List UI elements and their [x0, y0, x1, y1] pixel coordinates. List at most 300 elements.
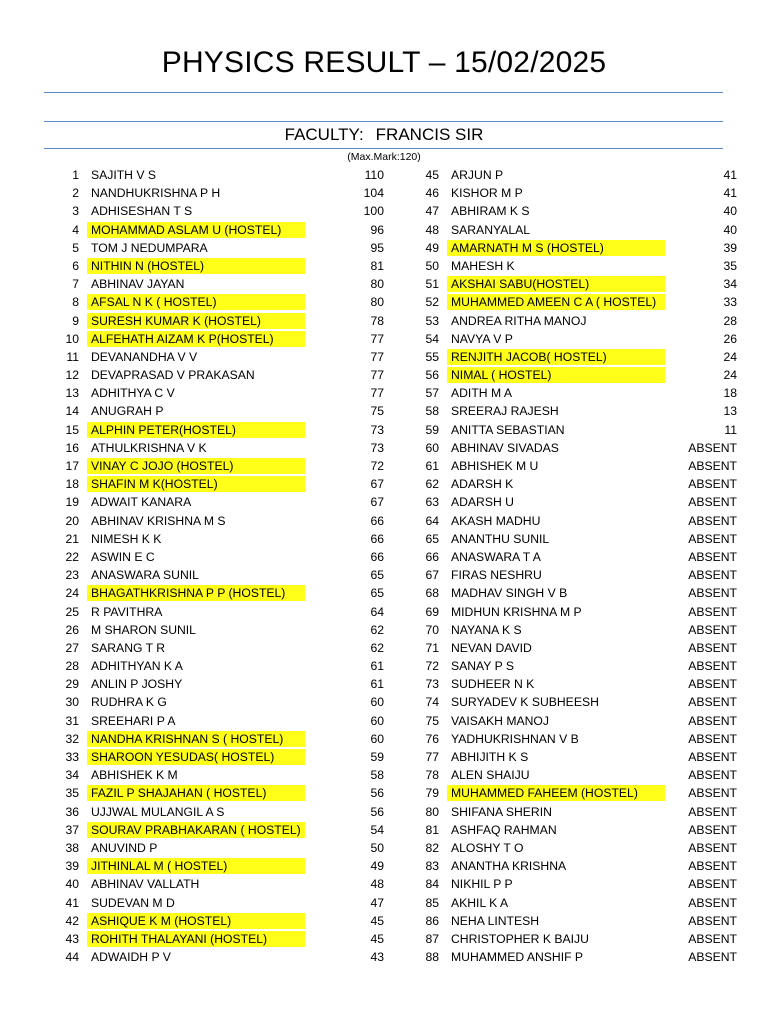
serial-number: 40	[65, 877, 79, 892]
result-row	[44, 894, 394, 912]
student-name: SUDHEER N K	[451, 677, 535, 692]
student-name-highlighted: MUHAMMED AMEEN C A ( HOSTEL)	[447, 294, 665, 310]
result-row	[404, 275, 754, 293]
student-mark: ABSENT	[688, 877, 737, 892]
student-name: ABHINAV JAYAN	[91, 277, 185, 292]
student-mark: 39	[723, 240, 737, 255]
student-name-highlighted: BHAGATHKRISHNA P P (HOSTEL)	[87, 585, 305, 601]
serial-number: 6	[72, 258, 79, 273]
result-row	[404, 621, 754, 639]
student-mark: 49	[370, 859, 384, 874]
student-name-highlighted: AKSHAI SABU(HOSTEL)	[447, 276, 665, 292]
student-mark: 67	[370, 495, 384, 510]
student-mark: 48	[370, 877, 384, 892]
student-name-highlighted: NITHIN N (HOSTEL)	[87, 258, 305, 274]
student-name: SHIFANA SHERIN	[451, 804, 552, 819]
result-row	[44, 730, 394, 748]
student-mark: ABSENT	[688, 531, 737, 546]
student-name: VAISAKH MANOJ	[451, 713, 549, 728]
serial-number: 64	[425, 513, 439, 528]
result-row	[44, 202, 394, 220]
result-row	[404, 875, 754, 893]
serial-number: 28	[65, 659, 79, 674]
serial-number: 9	[72, 313, 79, 328]
student-name-highlighted: SOURAV PRABHAKARAN ( HOSTEL)	[87, 822, 305, 838]
student-mark: 61	[370, 659, 384, 674]
student-mark: 56	[370, 804, 384, 819]
result-row	[404, 930, 754, 948]
result-row	[44, 857, 394, 875]
student-name-highlighted: ALFEHATH AIZAM K P(HOSTEL)	[87, 331, 305, 347]
student-mark: 81	[370, 258, 384, 273]
serial-number: 79	[425, 786, 439, 801]
serial-number: 60	[425, 440, 439, 455]
student-name: ASHFAQ RAHMAN	[451, 822, 557, 837]
serial-number: 70	[425, 622, 439, 637]
student-name: ADWAIT KANARA	[91, 495, 192, 510]
student-name: ANANTHU SUNIL	[451, 531, 550, 546]
student-name: ABHIRAM K S	[451, 204, 530, 219]
serial-number: 29	[65, 677, 79, 692]
serial-number: 21	[65, 531, 79, 546]
result-row	[44, 312, 394, 330]
result-row	[404, 894, 754, 912]
student-mark: 58	[370, 768, 384, 783]
serial-number: 75	[425, 713, 439, 728]
student-name: ANUGRAH P	[91, 404, 164, 419]
student-name: ALEN SHAIJU	[451, 768, 530, 783]
result-row	[44, 839, 394, 857]
student-mark: 40	[723, 222, 737, 237]
student-name: SAJITH V S	[91, 168, 157, 182]
faculty-line	[0, 125, 768, 145]
serial-number: 44	[65, 950, 79, 965]
student-mark: ABSENT	[688, 804, 737, 819]
serial-number: 17	[65, 459, 79, 473]
serial-number: 55	[425, 349, 439, 364]
student-mark: ABSENT	[688, 713, 737, 728]
divider	[44, 148, 723, 149]
result-row	[44, 457, 394, 475]
student-name: NIKHIL P P	[451, 877, 513, 892]
result-row	[404, 457, 754, 475]
student-name-highlighted: SURESH KUMAR K (HOSTEL)	[87, 313, 305, 329]
serial-number: 41	[65, 895, 79, 910]
serial-number: 25	[65, 604, 79, 619]
student-name: NAYANA K S	[451, 622, 522, 637]
serial-number: 82	[425, 840, 439, 855]
serial-number: 31	[65, 713, 79, 728]
serial-number: 1	[72, 168, 79, 182]
student-mark: 80	[370, 277, 384, 292]
student-mark: 95	[370, 240, 384, 255]
student-mark: 62	[370, 622, 384, 637]
result-row	[404, 202, 754, 220]
student-mark: 96	[370, 222, 384, 237]
student-name: UJJWAL MULANGIL A S	[91, 804, 225, 819]
serial-number: 87	[425, 931, 439, 946]
serial-number: 88	[425, 950, 439, 965]
serial-number: 3	[72, 204, 79, 219]
student-name: SARANG T R	[91, 640, 166, 655]
serial-number: 72	[425, 659, 439, 674]
student-name: RUDHRA K G	[91, 695, 167, 710]
result-row	[44, 257, 394, 275]
result-row	[44, 784, 394, 802]
student-mark: 11	[724, 422, 737, 437]
result-row	[44, 421, 394, 439]
serial-number: 39	[65, 859, 79, 874]
student-mark: 60	[370, 713, 384, 728]
serial-number: 84	[425, 877, 439, 892]
student-mark: ABSENT	[688, 768, 737, 783]
student-mark: ABSENT	[688, 931, 737, 946]
serial-number: 78	[425, 768, 439, 783]
result-row	[404, 584, 754, 602]
student-name: NIMESH K K	[91, 531, 162, 546]
serial-number: 10	[65, 331, 79, 346]
serial-number: 58	[425, 404, 439, 419]
student-name-highlighted: MUHAMMED FAHEEM (HOSTEL)	[447, 785, 665, 801]
student-name: TOM J NEDUMPARA	[91, 240, 208, 255]
student-mark: 45	[370, 913, 384, 928]
serial-number: 14	[65, 404, 79, 419]
serial-number: 48	[425, 222, 439, 237]
student-mark: ABSENT	[688, 604, 737, 619]
student-name: ADHITHYA C V	[91, 386, 175, 401]
serial-number: 37	[65, 822, 79, 837]
result-row	[44, 512, 394, 530]
student-mark: 60	[370, 695, 384, 710]
student-name: DEVANANDHA V V	[91, 349, 198, 364]
student-name: ADWAIDH P V	[91, 950, 171, 965]
student-mark: ABSENT	[688, 731, 737, 746]
student-name: SREEHARI P A	[91, 713, 176, 728]
student-name: ANDREA RITHA MANOJ	[451, 313, 587, 328]
student-mark: ABSENT	[688, 695, 737, 710]
result-row	[44, 657, 394, 675]
serial-number: 66	[425, 549, 439, 564]
student-mark: 45	[370, 931, 384, 946]
student-mark: ABSENT	[688, 822, 737, 837]
result-row	[404, 239, 754, 257]
student-name: ABHIJITH K S	[451, 750, 529, 764]
result-row	[44, 712, 394, 730]
result-row	[44, 912, 394, 930]
student-mark: 77	[370, 349, 384, 364]
result-row	[404, 948, 754, 966]
result-row	[44, 184, 394, 202]
result-row	[404, 784, 754, 802]
result-row	[404, 330, 754, 348]
student-mark: 110	[364, 168, 384, 182]
student-name: ABHINAV KRISHNA M S	[91, 513, 226, 528]
student-name: R PAVITHRA	[91, 604, 163, 619]
student-mark: ABSENT	[688, 659, 737, 674]
student-name: ABHISHEK K M	[91, 768, 178, 783]
result-row	[404, 603, 754, 621]
result-row	[404, 293, 754, 311]
student-mark: ABSENT	[688, 677, 737, 692]
student-mark: 35	[723, 258, 737, 273]
student-name: SREERAJ RAJESH	[451, 404, 559, 419]
serial-number: 35	[65, 786, 79, 801]
serial-number: 42	[65, 913, 79, 928]
student-name: ATHULKRISHNA V K	[91, 440, 207, 455]
student-mark: ABSENT	[688, 459, 737, 473]
student-mark: 77	[370, 331, 384, 346]
result-row	[404, 184, 754, 202]
result-row	[44, 621, 394, 639]
result-row	[44, 748, 394, 766]
result-row	[44, 384, 394, 402]
student-name: ANLIN P JOSHY	[91, 677, 183, 692]
result-row	[404, 803, 754, 821]
result-row	[404, 312, 754, 330]
student-mark: 34	[723, 277, 737, 292]
page-title: PHYSICS RESULT – 15/02/2025	[161, 46, 607, 79]
faculty-label: FACULTY:	[284, 125, 364, 144]
student-mark: 73	[370, 440, 384, 455]
result-row	[404, 221, 754, 239]
result-row	[44, 221, 394, 239]
serial-number: 22	[65, 549, 79, 564]
student-name: FIRAS NESHRU	[451, 568, 542, 583]
serial-number: 51	[425, 277, 439, 292]
result-row	[404, 384, 754, 402]
student-name: SARANYALAL	[451, 222, 531, 237]
student-name: NEHA LINTESH	[451, 913, 540, 928]
result-row	[404, 257, 754, 275]
max-mark-note: (Max.Mark:120)	[347, 151, 421, 163]
student-name: MADHAV SINGH V B	[451, 586, 568, 601]
serial-number: 53	[425, 313, 439, 328]
student-mark: ABSENT	[688, 786, 737, 801]
serial-number: 71	[425, 640, 439, 655]
student-name: NANDHUKRISHNA P H	[91, 186, 221, 201]
serial-number: 7	[72, 277, 79, 292]
student-name-highlighted: NIMAL ( HOSTEL)	[447, 367, 665, 383]
student-mark: 100	[363, 204, 384, 219]
student-name: SUDEVAN M D	[91, 895, 175, 910]
serial-number: 18	[65, 477, 79, 492]
result-row	[44, 930, 394, 948]
student-mark: 43	[370, 950, 384, 965]
serial-number: 62	[425, 477, 439, 492]
student-name: YADHUKRISHNAN V B	[451, 731, 579, 746]
student-mark: 77	[370, 368, 384, 383]
student-name: ANITTA SEBASTIAN	[451, 422, 565, 437]
student-mark: 66	[370, 513, 384, 528]
result-row	[44, 766, 394, 784]
result-row	[404, 693, 754, 711]
serial-number: 5	[72, 240, 79, 255]
serial-number: 54	[425, 331, 439, 346]
divider	[44, 121, 723, 122]
student-name: NEVAN DAVID	[451, 640, 532, 655]
result-row	[404, 530, 754, 548]
student-name-highlighted: ASHIQUE K M (HOSTEL)	[87, 913, 305, 929]
result-row	[44, 948, 394, 966]
result-row	[44, 239, 394, 257]
result-row	[404, 857, 754, 875]
student-mark: ABSENT	[688, 859, 737, 874]
result-row	[44, 475, 394, 493]
result-row	[404, 821, 754, 839]
serial-number: 34	[65, 768, 79, 783]
student-name: ADARSH K	[451, 477, 514, 492]
result-row	[44, 821, 394, 839]
result-row	[404, 748, 754, 766]
serial-number: 80	[425, 804, 439, 819]
student-name: KISHOR M P	[451, 186, 523, 201]
student-name: ADITH M A	[451, 386, 512, 401]
result-row	[44, 275, 394, 293]
serial-number: 81	[425, 822, 439, 837]
result-row	[404, 912, 754, 930]
student-mark: 50	[370, 840, 384, 855]
student-mark: 75	[370, 404, 384, 419]
serial-number: 30	[65, 695, 79, 710]
student-mark: ABSENT	[688, 913, 737, 928]
student-name-highlighted: SHAFIN M K(HOSTEL)	[87, 476, 305, 492]
result-row	[44, 693, 394, 711]
student-mark: 77	[370, 386, 384, 401]
result-row	[404, 839, 754, 857]
student-mark: 26	[723, 331, 737, 346]
serial-number: 33	[65, 750, 79, 764]
serial-number: 11	[66, 349, 79, 364]
result-row	[404, 402, 754, 420]
serial-number: 77	[425, 750, 439, 764]
serial-number: 19	[65, 495, 79, 510]
student-name-highlighted: AMARNATH M S (HOSTEL)	[447, 240, 665, 256]
student-mark: 13	[723, 404, 737, 419]
student-mark: ABSENT	[688, 513, 737, 528]
student-name: ADARSH U	[451, 495, 514, 510]
serial-number: 4	[72, 222, 79, 237]
result-row	[404, 421, 754, 439]
serial-number: 59	[425, 422, 439, 437]
result-row	[404, 493, 754, 511]
student-name: ANASWARA T A	[451, 549, 541, 564]
student-mark: 66	[370, 549, 384, 564]
result-row	[404, 639, 754, 657]
student-mark: 28	[723, 313, 737, 328]
student-mark: ABSENT	[688, 950, 737, 965]
result-row	[44, 584, 394, 602]
serial-number: 50	[425, 258, 439, 273]
student-mark: 18	[723, 386, 737, 401]
student-name: SANAY P S	[451, 659, 515, 674]
serial-number: 13	[65, 386, 79, 401]
serial-number: 43	[65, 931, 79, 946]
serial-number: 67	[425, 568, 439, 583]
result-row	[404, 675, 754, 693]
result-row	[44, 293, 394, 311]
student-name: ADHITHYAN K A	[91, 659, 183, 674]
student-mark: ABSENT	[688, 549, 737, 564]
student-mark: 54	[370, 822, 384, 837]
student-mark: ABSENT	[688, 622, 737, 637]
result-row	[44, 548, 394, 566]
result-row	[44, 603, 394, 621]
result-row	[404, 730, 754, 748]
serial-number: 65	[425, 531, 439, 546]
serial-number: 52	[425, 295, 439, 310]
result-row	[404, 657, 754, 675]
student-mark: ABSENT	[688, 568, 737, 583]
result-row	[44, 493, 394, 511]
student-name-highlighted: MOHAMMAD ASLAM U (HOSTEL)	[87, 222, 305, 238]
student-name: ANASWARA SUNIL	[91, 568, 199, 583]
student-name-highlighted: RENJITH JACOB( HOSTEL)	[447, 349, 665, 365]
student-name: M SHARON SUNIL	[91, 622, 196, 637]
serial-number: 86	[425, 913, 439, 928]
results-column-left	[44, 166, 394, 966]
serial-number: 23	[65, 568, 79, 583]
student-name: MUHAMMED ANSHIF P	[451, 950, 584, 965]
serial-number: 85	[425, 895, 439, 910]
serial-number: 16	[65, 440, 79, 455]
serial-number: 61	[425, 459, 439, 473]
serial-number: 73	[425, 677, 439, 692]
student-mark: 78	[370, 313, 384, 328]
serial-number: 27	[65, 640, 79, 655]
serial-number: 2	[72, 186, 79, 201]
serial-number: 15	[65, 422, 79, 437]
student-mark: ABSENT	[688, 840, 737, 855]
result-row	[404, 348, 754, 366]
student-name: AKHIL K A	[451, 895, 509, 910]
serial-number: 69	[425, 604, 439, 619]
result-row	[404, 366, 754, 384]
serial-number: 32	[65, 731, 79, 746]
result-row	[44, 875, 394, 893]
serial-number: 36	[65, 804, 79, 819]
serial-number: 49	[425, 240, 439, 255]
student-mark: 24	[723, 349, 737, 364]
result-row	[44, 166, 394, 184]
student-mark: 24	[723, 368, 737, 383]
serial-number: 83	[425, 859, 439, 874]
result-row	[44, 366, 394, 384]
result-row	[404, 548, 754, 566]
student-name: ABHINAV SIVADAS	[451, 440, 559, 455]
result-row	[404, 439, 754, 457]
student-name: NAVYA V P	[451, 331, 513, 346]
student-name: CHRISTOPHER K BAIJU	[451, 931, 589, 946]
result-row	[404, 766, 754, 784]
serial-number: 26	[65, 622, 79, 637]
serial-number: 74	[425, 695, 439, 710]
student-name: ALOSHY T O	[451, 840, 524, 855]
serial-number: 68	[425, 586, 439, 601]
student-name: AKASH MADHU	[451, 513, 541, 528]
student-name-highlighted: AFSAL N K ( HOSTEL)	[87, 294, 305, 310]
student-mark: ABSENT	[688, 640, 737, 655]
student-mark: 104	[363, 186, 384, 201]
student-mark: 41	[723, 186, 737, 201]
result-row	[44, 639, 394, 657]
result-row	[44, 348, 394, 366]
serial-number: 63	[425, 495, 439, 510]
student-mark: 80	[370, 295, 384, 310]
student-mark: 64	[370, 604, 384, 619]
result-row	[404, 512, 754, 530]
student-name-highlighted: ROHITH THALAYANI (HOSTEL)	[87, 931, 305, 947]
student-mark: ABSENT	[688, 895, 737, 910]
